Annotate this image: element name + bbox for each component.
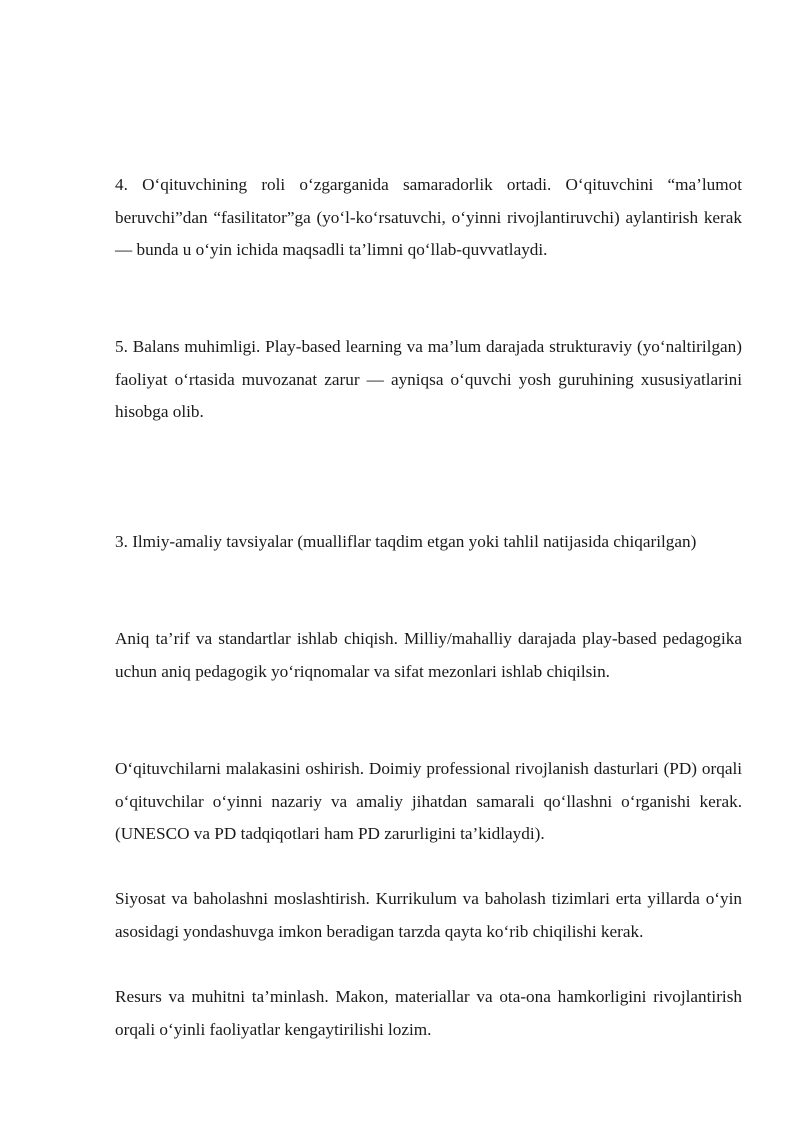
paragraph-resources: Resurs va muhitni ta’minlash. Makon, materiallar va ota-ona hamkorligini rivojlantirish orqali o‘yinli faoliyatlar kengaytirilishi lozim. xyxy=(115,987,742,1039)
paragraph-balance: 5. Balans muhimligi. Play-based learning va ma’lum darajada strukturaviy (yo‘naltirilgan) faoliyat o‘rtasida muvozanat zarur — ayniqsa o‘quvchi yosh guruhining xususiyatlarini hisobga olib. xyxy=(115,337,742,421)
paragraph-teacher-role: 4. O‘qituvchining roli o‘zgarganida samaradorlik ortadi. O‘qituvchini “ma’lumot beruvchi”dan “fasilitator”ga (yo‘l-ko‘rsatuvchi, o‘yinni rivojlantiruvchi) aylantirish kerak — bunda u o‘yin ichida maqsadli ta’limni qo‘llab-quvvatlaydi. xyxy=(115,175,742,259)
paragraph-teacher-training: O‘qituvchilarni malakasini oshirish. Doimiy professional rivojlanish dasturlari (PD) orqali o‘qituvchilar o‘yinni nazariy va amaliy jihatdan samarali qo‘llashni o‘rganishi kerak. (UNESCO va PD tadqiqotlari ham PD zarurligini ta’kidlaydi). xyxy=(115,759,742,843)
section-heading-recommendations: 3. Ilmiy-amaliy tavsiyalar (mualliflar taqdim etgan yoki tahlil natijasida chiqarilgan) xyxy=(115,532,697,551)
paragraph-standards: Aniq ta’rif va standartlar ishlab chiqish. Milliy/mahalliy darajada play-based pedagogika uchun aniq pedagogik yo‘riqnomalar va sifat mezonlari ishlab chiqilsin. xyxy=(115,629,742,681)
paragraph-policy-assessment: Siyosat va baholashni moslashtirish. Kurrikulum va baholash tizimlari erta yillarda o‘yin asosidagi yondashuvga imkon beradigan tarzda qayta ko‘rib chiqilishi kerak. xyxy=(115,889,742,941)
